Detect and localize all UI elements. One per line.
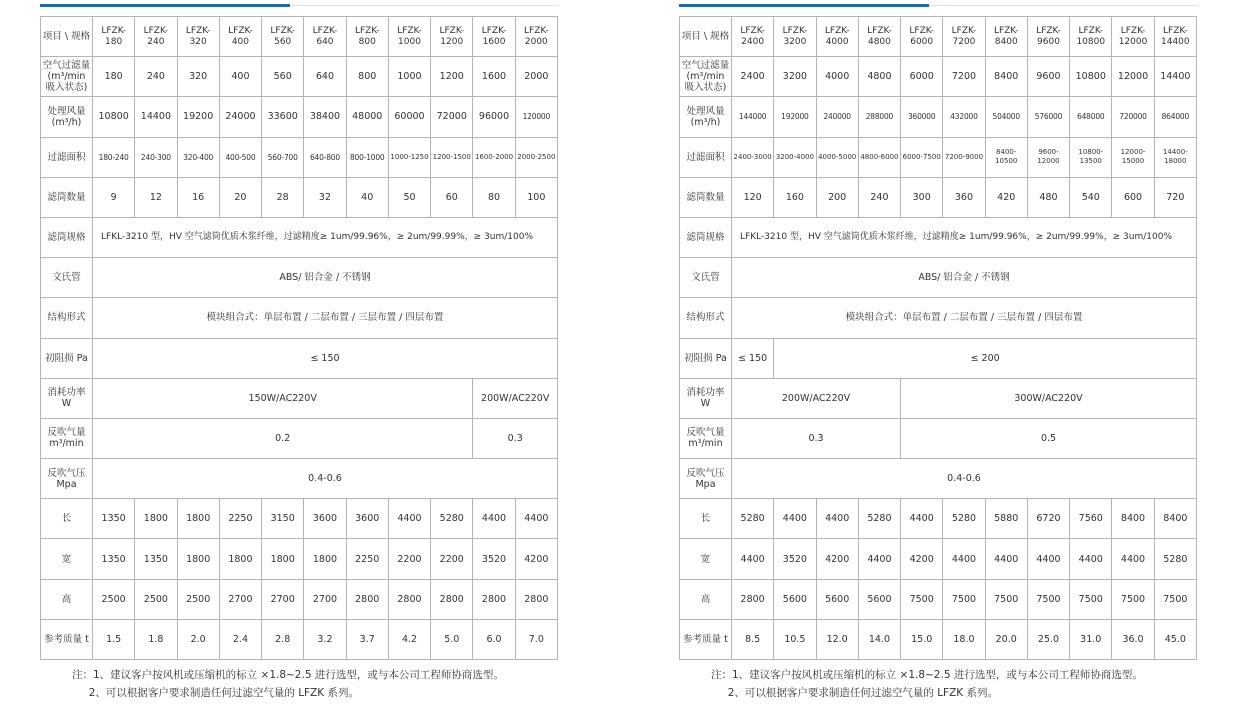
- table-cell: 240-300: [135, 137, 177, 177]
- resistance-value-b: ≤ 200: [774, 338, 1197, 378]
- table-cell: 19200: [177, 97, 219, 137]
- row-label: 反吹气量 m³/min: [41, 418, 93, 458]
- table-cell: 2500: [177, 579, 219, 619]
- table-cell: 50: [388, 177, 430, 217]
- row-label: 项目 \ 规格: [680, 17, 732, 57]
- table-cell: 2.8: [262, 619, 304, 659]
- table-cell: 4200: [515, 539, 557, 579]
- row-label: 长: [680, 499, 732, 539]
- table-cell: 10800: [1070, 57, 1112, 97]
- table-cell: 2800: [388, 579, 430, 619]
- table-cell: 4400: [816, 499, 858, 539]
- power-row: [41, 378, 558, 418]
- table-cell: 5280: [858, 499, 900, 539]
- row-label: 处理风量 (m³/h): [680, 97, 732, 137]
- row-label: 消耗功率 W: [680, 378, 732, 418]
- count-row: [680, 177, 1197, 217]
- power-value-a: 150W/AC220V: [93, 378, 473, 418]
- table-cell: 420: [985, 177, 1027, 217]
- row-label: 文氏管: [41, 258, 93, 298]
- table-cell: 1.5: [93, 619, 135, 659]
- row-label: 文氏管: [680, 258, 732, 298]
- row-label: 结构形式: [680, 298, 732, 338]
- model-header: LFZK- 1000: [388, 17, 430, 57]
- model-header: LFZK- 4800: [858, 17, 900, 57]
- table-cell: 320-400: [177, 137, 219, 177]
- table-cell: 7500: [1154, 579, 1196, 619]
- blowback-volume-b: 0.3: [473, 418, 558, 458]
- structure-value: 模块组合式：单层布置 / 二层布置 / 三层布置 / 四层布置: [93, 298, 558, 338]
- table-cell: 2400: [732, 57, 774, 97]
- mass-row: [680, 619, 1197, 659]
- table-cell: 1800: [304, 539, 346, 579]
- table-cell: 320: [177, 57, 219, 97]
- table-cell: 96000: [473, 97, 515, 137]
- model-header: LFZK- 8400: [985, 17, 1027, 57]
- table-cell: 288000: [858, 97, 900, 137]
- table-cell: 4400: [1112, 539, 1154, 579]
- panel-top-rule: [40, 4, 558, 8]
- table-cell: 7200-9000: [943, 137, 985, 177]
- table-cell: 2250: [346, 539, 388, 579]
- length-row: [680, 499, 1197, 539]
- area-row: [41, 137, 558, 177]
- table-cell: 400-500: [219, 137, 261, 177]
- table-cell: 7200: [943, 57, 985, 97]
- height-row: [680, 579, 1197, 619]
- row-label: 反吹气压 Mpa: [680, 459, 732, 499]
- table-cell: 560-700: [262, 137, 304, 177]
- table-cell: 720: [1154, 177, 1196, 217]
- table-cell: 120000: [515, 97, 557, 137]
- blowback-pressure-value: 0.4-0.6: [732, 459, 1197, 499]
- row-label: 宽: [680, 539, 732, 579]
- table-cell: 45.0: [1154, 619, 1196, 659]
- table-cell: 8400: [1112, 499, 1154, 539]
- blowback-pressure-row: [41, 459, 558, 499]
- table-cell: 3200: [774, 57, 816, 97]
- table-cell: 14400- 18000: [1154, 137, 1196, 177]
- table-cell: 648000: [1070, 97, 1112, 137]
- note-line-1: 注：1、建议客户按风机或压缩机的标立 ×1.8~2.5 进行选型，或与本公司工程师协商选型。: [72, 669, 504, 681]
- model-header: LFZK- 640: [304, 17, 346, 57]
- table-cell: 3.2: [304, 619, 346, 659]
- header-row: [680, 17, 1197, 57]
- table-cell: 7500: [1112, 579, 1154, 619]
- header-row: [41, 17, 558, 57]
- area-row: [680, 137, 1197, 177]
- table-cell: 24000: [219, 97, 261, 137]
- model-header: LFZK- 180: [93, 17, 135, 57]
- row-label: 宽: [41, 539, 93, 579]
- structure-value: 模块组合式：单层布置 / 二层布置 / 三层布置 / 四层布置: [732, 298, 1197, 338]
- table-cell: 192000: [774, 97, 816, 137]
- table-cell: 1200-1500: [431, 137, 473, 177]
- table-cell: 3600: [304, 499, 346, 539]
- table-cell: 5.0: [431, 619, 473, 659]
- table-cell: 7.0: [515, 619, 557, 659]
- notes-right: [711, 666, 1143, 702]
- table-cell: 4000-5000: [816, 137, 858, 177]
- table-cell: 4400: [774, 499, 816, 539]
- table-cell: 864000: [1154, 97, 1196, 137]
- table-cell: 6000-7500: [901, 137, 943, 177]
- table-cell: 7500: [1070, 579, 1112, 619]
- table-cell: 100: [515, 177, 557, 217]
- table-cell: 14400: [1154, 57, 1196, 97]
- row-label: 消耗功率 W: [41, 378, 93, 418]
- table-cell: 2500: [135, 579, 177, 619]
- table-cell: 1350: [93, 539, 135, 579]
- table-cell: 12.0: [816, 619, 858, 659]
- table-cell: 72000: [431, 97, 473, 137]
- table-cell: 2700: [304, 579, 346, 619]
- table-cell: 5600: [774, 579, 816, 619]
- blowback-volume-a: 0.3: [732, 418, 901, 458]
- table-cell: 1800: [262, 539, 304, 579]
- table-cell: 4.2: [388, 619, 430, 659]
- model-header: LFZK- 1600: [473, 17, 515, 57]
- table-cell: 800: [346, 57, 388, 97]
- blowback-pressure-row: [680, 459, 1197, 499]
- structure-row: [680, 298, 1197, 338]
- table-cell: 25.0: [1027, 619, 1069, 659]
- table-cell: 5600: [816, 579, 858, 619]
- blowback-volume-row: [41, 418, 558, 458]
- table-cell: 10800- 13500: [1070, 137, 1112, 177]
- power-row: [680, 378, 1197, 418]
- model-header: LFZK- 6000: [901, 17, 943, 57]
- table-cell: 10.5: [774, 619, 816, 659]
- table-cell: 18.0: [943, 619, 985, 659]
- table-cell: 1000: [388, 57, 430, 97]
- power-value-b: 200W/AC220V: [473, 378, 558, 418]
- note-line-2: 2、可以根据客户要求制造任何过滤空气量的 LFZK 系列。: [72, 687, 360, 699]
- model-header: LFZK- 240: [135, 17, 177, 57]
- table-cell: 600: [1112, 177, 1154, 217]
- row-label: 项目 \ 规格: [41, 17, 93, 57]
- table-cell: 3520: [473, 539, 515, 579]
- filter-spec-value: LFKL-3210 型，HV 空气滤筒优质木浆纤维，过滤精度≥ 1um/99.96%，≥ 2um/99.99%，≥ 3um/100%: [732, 217, 1197, 257]
- row-label: 参考质量 t: [41, 619, 93, 659]
- table-cell: 1800: [177, 539, 219, 579]
- count-row: [41, 177, 558, 217]
- filter-spec-value: LFKL-3210 型，HV 空气滤筒优质木浆纤维，过滤精度≥ 1um/99.96%，≥ 2um/99.99%，≥ 3um/100%: [93, 217, 558, 257]
- table-cell: 31.0: [1070, 619, 1112, 659]
- row-label: 高: [680, 579, 732, 619]
- table-cell: 60000: [388, 97, 430, 137]
- table-cell: 3200-4000: [774, 137, 816, 177]
- table-cell: 12: [135, 177, 177, 217]
- row-label: 反吹气量 m³/min: [680, 418, 732, 458]
- table-cell: 4400: [732, 539, 774, 579]
- table-cell: 3.7: [346, 619, 388, 659]
- table-cell: 60: [431, 177, 473, 217]
- table-cell: 8.5: [732, 619, 774, 659]
- table-cell: 2000: [515, 57, 557, 97]
- model-header: LFZK- 3200: [774, 17, 816, 57]
- table-cell: 2800: [515, 579, 557, 619]
- row-label: 过滤面积: [680, 137, 732, 177]
- table-cell: 7500: [1027, 579, 1069, 619]
- table-cell: 1800: [219, 539, 261, 579]
- table-cell: 1600-2000: [473, 137, 515, 177]
- row-label: 长: [41, 499, 93, 539]
- venturi-value: ABS/ 铝合金 / 不锈钢: [732, 258, 1197, 298]
- left-spec-panel: [40, 4, 558, 660]
- table-cell: 180: [93, 57, 135, 97]
- row-label: 反吹气压 Mpa: [41, 459, 93, 499]
- filter-spec-row: [680, 217, 1197, 257]
- table-cell: 144000: [732, 97, 774, 137]
- table-cell: 7500: [985, 579, 1027, 619]
- table-cell: 560: [262, 57, 304, 97]
- table-cell: 2700: [219, 579, 261, 619]
- model-header: LFZK- 9600: [1027, 17, 1069, 57]
- row-label: 滤筒规格: [41, 217, 93, 257]
- blowback-volume-a: 0.2: [93, 418, 473, 458]
- table-cell: 400: [219, 57, 261, 97]
- row-label: 参考质量 t: [680, 619, 732, 659]
- row-label: 滤筒数量: [680, 177, 732, 217]
- table-cell: 9: [93, 177, 135, 217]
- table-cell: 40: [346, 177, 388, 217]
- model-header: LFZK- 400: [219, 17, 261, 57]
- table-cell: 4800-6000: [858, 137, 900, 177]
- table-cell: 800-1000: [346, 137, 388, 177]
- table-cell: 32: [304, 177, 346, 217]
- table-cell: 33600: [262, 97, 304, 137]
- table-cell: 5280: [1154, 539, 1196, 579]
- table-cell: 640: [304, 57, 346, 97]
- table-cell: 360: [943, 177, 985, 217]
- model-header: LFZK- 2400: [732, 17, 774, 57]
- table-cell: 2400-3000: [732, 137, 774, 177]
- row-label: 空气过滤量 (m³/min 吸入状态): [41, 57, 93, 97]
- table-cell: 720000: [1112, 97, 1154, 137]
- height-row: [41, 579, 558, 619]
- mass-row: [41, 619, 558, 659]
- table-cell: 1.8: [135, 619, 177, 659]
- table-cell: 2.0: [177, 619, 219, 659]
- table-cell: 180-240: [93, 137, 135, 177]
- table-cell: 9600- 12000: [1027, 137, 1069, 177]
- table-cell: 28: [262, 177, 304, 217]
- note-line-2: 2、可以根据客户要求制造任何过滤空气量的 LFZK 系列。: [711, 687, 999, 699]
- model-header: LFZK- 2000: [515, 17, 557, 57]
- table-cell: 2000-2500: [515, 137, 557, 177]
- table-cell: 10800: [93, 97, 135, 137]
- table-cell: 360000: [901, 97, 943, 137]
- table-cell: 160: [774, 177, 816, 217]
- row-label: 滤筒规格: [680, 217, 732, 257]
- row-label: 初阻损 Pa: [41, 338, 93, 378]
- table-cell: 480: [1027, 177, 1069, 217]
- table-cell: 7560: [1070, 499, 1112, 539]
- table-cell: 4200: [816, 539, 858, 579]
- resistance-row: [41, 338, 558, 378]
- table-cell: 2700: [262, 579, 304, 619]
- table-cell: 38400: [304, 97, 346, 137]
- note-line-1: 注：1、建议客户按风机或压缩机的标立 ×1.8~2.5 进行选型，或与本公司工程师协商选型。: [711, 669, 1143, 681]
- table-cell: 4400: [901, 499, 943, 539]
- table-cell: 1350: [135, 539, 177, 579]
- table-cell: 20.0: [985, 619, 1027, 659]
- table-cell: 120: [732, 177, 774, 217]
- table-cell: 1800: [177, 499, 219, 539]
- table-cell: 1200: [431, 57, 473, 97]
- table-cell: 504000: [985, 97, 1027, 137]
- model-header: LFZK- 4000: [816, 17, 858, 57]
- table-cell: 4400: [1027, 539, 1069, 579]
- table-cell: 1600: [473, 57, 515, 97]
- row-label: 结构形式: [41, 298, 93, 338]
- table-cell: 5600: [858, 579, 900, 619]
- table-cell: 5280: [431, 499, 473, 539]
- table-cell: 3150: [262, 499, 304, 539]
- venturi-value: ABS/ 铝合金 / 不锈钢: [93, 258, 558, 298]
- model-header: LFZK- 10800: [1070, 17, 1112, 57]
- table-cell: 1350: [93, 499, 135, 539]
- table-cell: 4400: [985, 539, 1027, 579]
- table-cell: 4400: [858, 539, 900, 579]
- model-header: LFZK- 14400: [1154, 17, 1196, 57]
- table-cell: 4200: [901, 539, 943, 579]
- accent-bar: [40, 4, 290, 7]
- table-cell: 2200: [431, 539, 473, 579]
- table-cell: 5280: [943, 499, 985, 539]
- table-cell: 15.0: [901, 619, 943, 659]
- table-cell: 4400: [1070, 539, 1112, 579]
- table-cell: 240: [135, 57, 177, 97]
- structure-row: [41, 298, 558, 338]
- table-cell: 5280: [732, 499, 774, 539]
- row-label: 空气过滤量 (m³/min 吸入状态): [680, 57, 732, 97]
- table-cell: 2.4: [219, 619, 261, 659]
- accent-bar: [679, 4, 929, 7]
- width-row: [41, 539, 558, 579]
- row-label: 过滤面积: [41, 137, 93, 177]
- table-cell: 20: [219, 177, 261, 217]
- air-volume-row: [41, 57, 558, 97]
- table-cell: 4400: [473, 499, 515, 539]
- table-cell: 8400- 10500: [985, 137, 1027, 177]
- air-volume-row: [680, 57, 1197, 97]
- table-cell: 2800: [732, 579, 774, 619]
- table-cell: 4400: [515, 499, 557, 539]
- venturi-row: [41, 258, 558, 298]
- table-cell: 36.0: [1112, 619, 1154, 659]
- width-row: [680, 539, 1197, 579]
- model-header: LFZK- 560: [262, 17, 304, 57]
- table-cell: 7500: [901, 579, 943, 619]
- row-label: 滤筒数量: [41, 177, 93, 217]
- table-cell: 240: [858, 177, 900, 217]
- blowback-volume-row: [680, 418, 1197, 458]
- table-cell: 300: [901, 177, 943, 217]
- table-cell: 1000-1250: [388, 137, 430, 177]
- model-header: LFZK- 320: [177, 17, 219, 57]
- length-row: [41, 499, 558, 539]
- table-cell: 9600: [1027, 57, 1069, 97]
- table-cell: 240000: [816, 97, 858, 137]
- flow-row: [680, 97, 1197, 137]
- row-label: 高: [41, 579, 93, 619]
- table-cell: 3600: [346, 499, 388, 539]
- table-cell: 1800: [135, 499, 177, 539]
- table-cell: 80: [473, 177, 515, 217]
- table-cell: 2800: [346, 579, 388, 619]
- model-header: LFZK- 7200: [943, 17, 985, 57]
- table-cell: 14400: [135, 97, 177, 137]
- table-cell: 12000: [1112, 57, 1154, 97]
- table-cell: 6000: [901, 57, 943, 97]
- panel-top-rule: [679, 4, 1197, 8]
- power-value-a: 200W/AC220V: [732, 378, 901, 418]
- table-cell: 2250: [219, 499, 261, 539]
- table-cell: 6.0: [473, 619, 515, 659]
- table-cell: 8400: [985, 57, 1027, 97]
- table-cell: 14.0: [858, 619, 900, 659]
- table-cell: 540: [1070, 177, 1112, 217]
- table-cell: 2800: [473, 579, 515, 619]
- table-cell: 4400: [943, 539, 985, 579]
- venturi-row: [680, 258, 1197, 298]
- table-cell: 4000: [816, 57, 858, 97]
- blowback-volume-b: 0.5: [901, 418, 1197, 458]
- row-label: 处理风量 (m³/h): [41, 97, 93, 137]
- model-header: LFZK- 800: [346, 17, 388, 57]
- table-cell: 5880: [985, 499, 1027, 539]
- table-cell: 8400: [1154, 499, 1196, 539]
- table-cell: 640-800: [304, 137, 346, 177]
- resistance-value-a: ≤ 150: [732, 338, 774, 378]
- right-spec-panel: [679, 4, 1197, 660]
- table-cell: 48000: [346, 97, 388, 137]
- table-cell: 4800: [858, 57, 900, 97]
- notes-left: [72, 666, 504, 702]
- table-cell: 12000- 15000: [1112, 137, 1154, 177]
- table-cell: 200: [816, 177, 858, 217]
- table-cell: 432000: [943, 97, 985, 137]
- resistance-row: [680, 338, 1197, 378]
- table-cell: 576000: [1027, 97, 1069, 137]
- model-header: LFZK- 12000: [1112, 17, 1154, 57]
- spec-table-left: [40, 16, 558, 660]
- row-label: 初阻损 Pa: [680, 338, 732, 378]
- resistance-value: ≤ 150: [93, 338, 558, 378]
- spec-table-right: [679, 16, 1197, 660]
- table-cell: 6720: [1027, 499, 1069, 539]
- table-cell: 4400: [388, 499, 430, 539]
- filter-spec-row: [41, 217, 558, 257]
- flow-row: [41, 97, 558, 137]
- table-cell: 7500: [943, 579, 985, 619]
- table-cell: 2800: [431, 579, 473, 619]
- power-value-b: 300W/AC220V: [901, 378, 1197, 418]
- table-cell: 2200: [388, 539, 430, 579]
- table-cell: 16: [177, 177, 219, 217]
- table-cell: 2500: [93, 579, 135, 619]
- table-cell: 3520: [774, 539, 816, 579]
- blowback-pressure-value: 0.4-0.6: [93, 459, 558, 499]
- model-header: LFZK- 1200: [431, 17, 473, 57]
